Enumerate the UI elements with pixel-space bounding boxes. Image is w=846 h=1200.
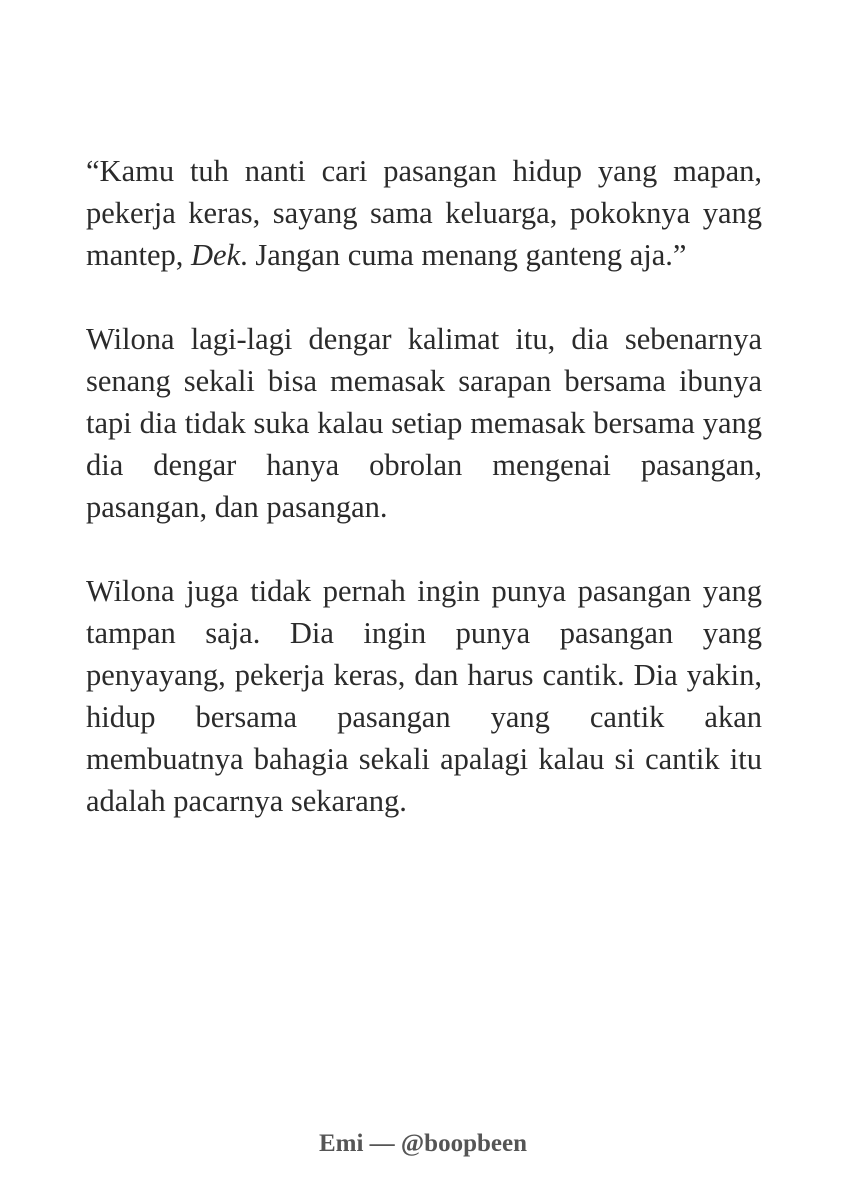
story-text [86, 150, 762, 864]
paragraph-2: Wilona lagi-lagi dengar kalimat itu, dia sebenarnya senang sekali bisa memasak sarapan bersama ibunya tapi dia tidak suka kalau setiap memasak bersama yang dia dengar hanya obrolan mengenai pasangan, pasangan, dan pasangan. [86, 322, 762, 524]
author-credit: Emi — @boopbeen [318, 1130, 527, 1157]
paragraph-3: Wilona juga tidak pernah ingin punya pasangan yang tampan saja. Dia ingin punya pasangan yang penyayang, pekerja keras, dan harus cantik. Dia yakin, hidup bersama pasangan yang cantik akan membuatnya bahagia sekali apalagi kalau si cantik itu adalah pacarnya sekarang. [86, 574, 762, 818]
dialogue-text-start: “Kamu tuh nanti cari pasangan hidup yang mapan, pekerja keras, sayang sama keluarga, pokoknya yang mantep, [86, 154, 762, 272]
dialogue-text-end: . Jangan cuma menang ganteng aja.” [240, 238, 687, 272]
paragraph-dialogue [86, 150, 762, 276]
italic-word: Dek [191, 238, 241, 272]
